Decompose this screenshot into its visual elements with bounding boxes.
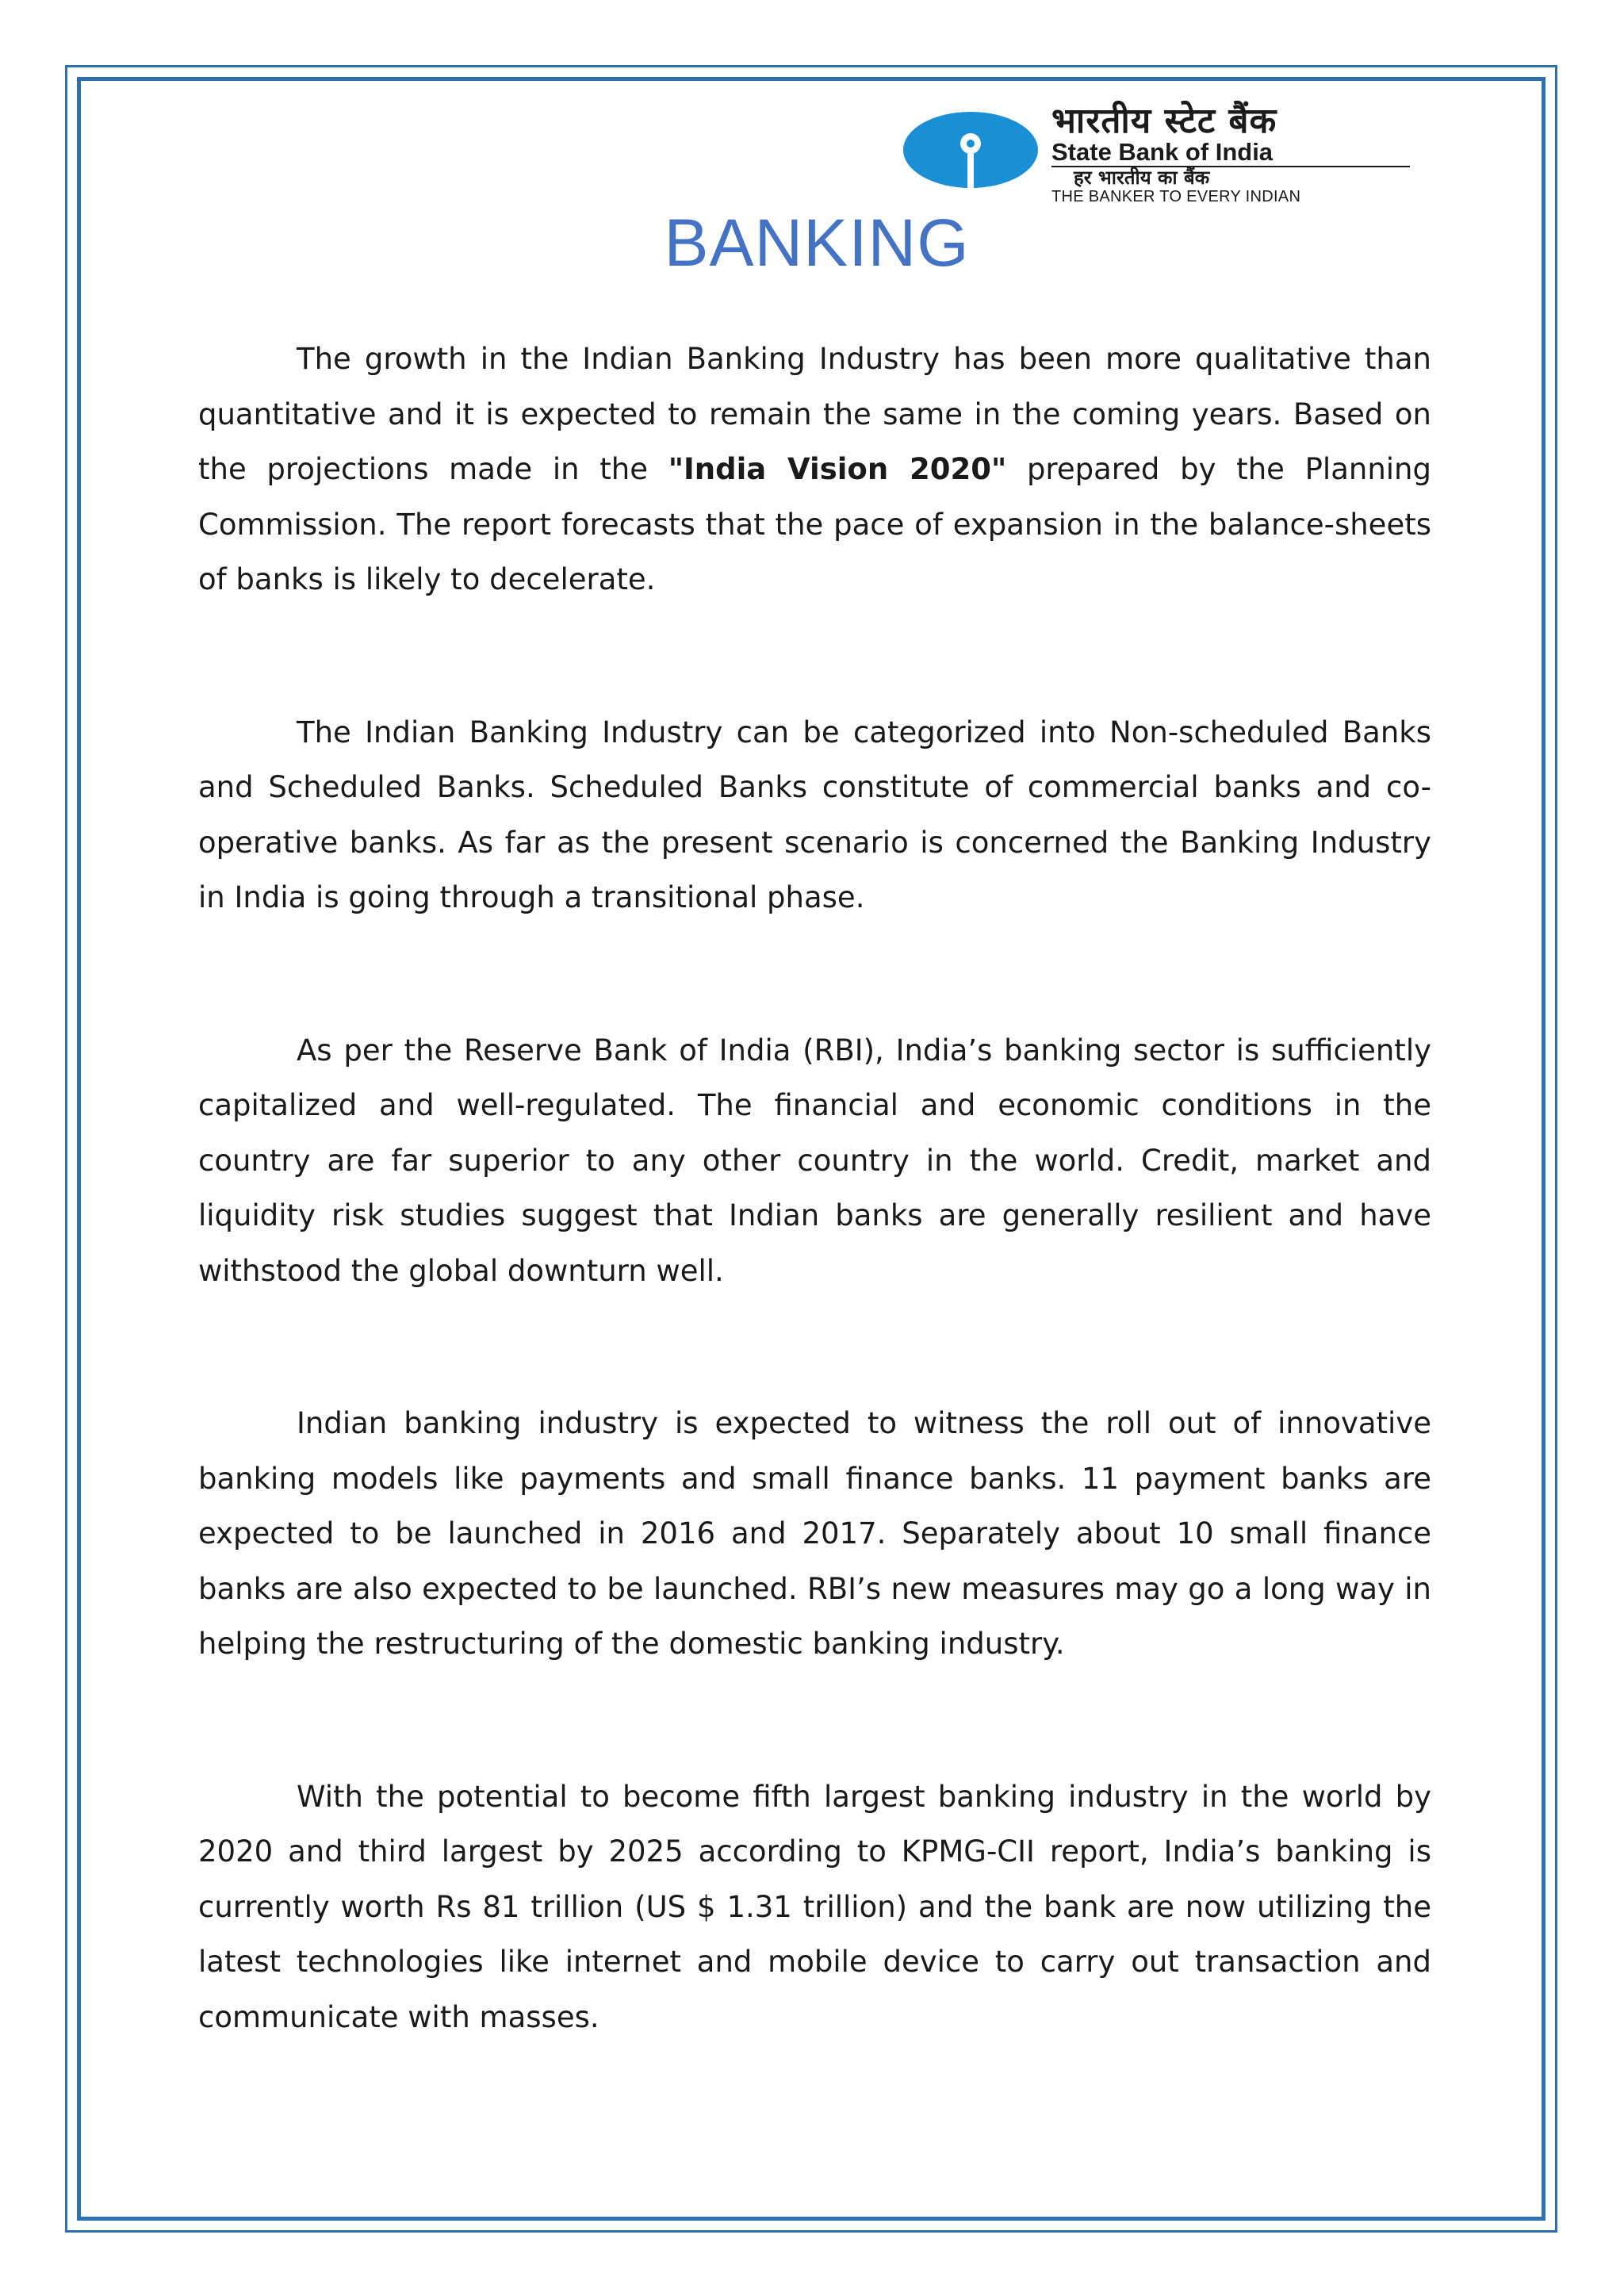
sbi-logo-icon <box>902 111 1039 189</box>
logo-english-name: State Bank of India <box>1051 140 1410 167</box>
logo-hindi-tagline: हर भारतीय का बैंक <box>1074 167 1210 189</box>
logo-tagline: THE BANKER TO EVERY INDIAN <box>1051 188 1301 205</box>
paragraph-3: As per the Reserve Bank of India (RBI), India’s banking sector is sufficiently capitalized and well-regulated. The financial and economic conditions in the country are far superior to any other country in the world. Credit, market and liquidity risk studies suggest that Indian banks are generally resilient and have withstood the global downturn well. <box>198 1033 1431 1288</box>
paragraph-1-before: The growth in the Indian Banking Industry has been more qualitative than quantitative and it is expected to remain the same in the coming years. Based on the projections made in the <box>198 342 1431 486</box>
paragraph-5: With the potential to become fifth largest banking industry in the world by 2020 and third largest by 2025 according to KPMG-CII report, India’s banking is currently worth Rs 81 trillion (US $ 1.31 trillion) and the bank are now utilizing the latest technologies like internet and mobile device to carry out transaction and communicate with masses. <box>198 1779 1431 2034</box>
paragraph-1-after: prepared by the Planning Commission. The report forecasts that the pace of expansion in the balance-sheets of banks is likely to decelerate. <box>198 452 1431 596</box>
paragraph-2: The Indian Banking Industry can be categorized into Non-scheduled Banks and Scheduled Banks. Scheduled Banks constitute of commercial banks and co-operative banks. As far as the present scenario is concerned the Banking Industry in India is going through a transitional phase. <box>198 715 1431 914</box>
paragraph-1-bold: "India Vision 2020" <box>668 452 1007 486</box>
page-title: BANKING <box>664 205 970 280</box>
paragraph-1 <box>198 332 1431 608</box>
article-body <box>198 332 1431 2142</box>
logo-hindi-name: भारतीय स्टेट बैंक <box>1051 101 1277 141</box>
paragraph-4: Indian banking industry is expected to witness the roll out of innovative banking models like payments and small finance banks. 11 payment banks are expected to be launched in 2016 and 2017. Separately about 10 small finance banks are also expected to be launched. RBI’s new measures may go a long way in helping the restructuring of the domestic banking industry. <box>198 1406 1431 1661</box>
sbi-logo <box>902 101 1442 205</box>
